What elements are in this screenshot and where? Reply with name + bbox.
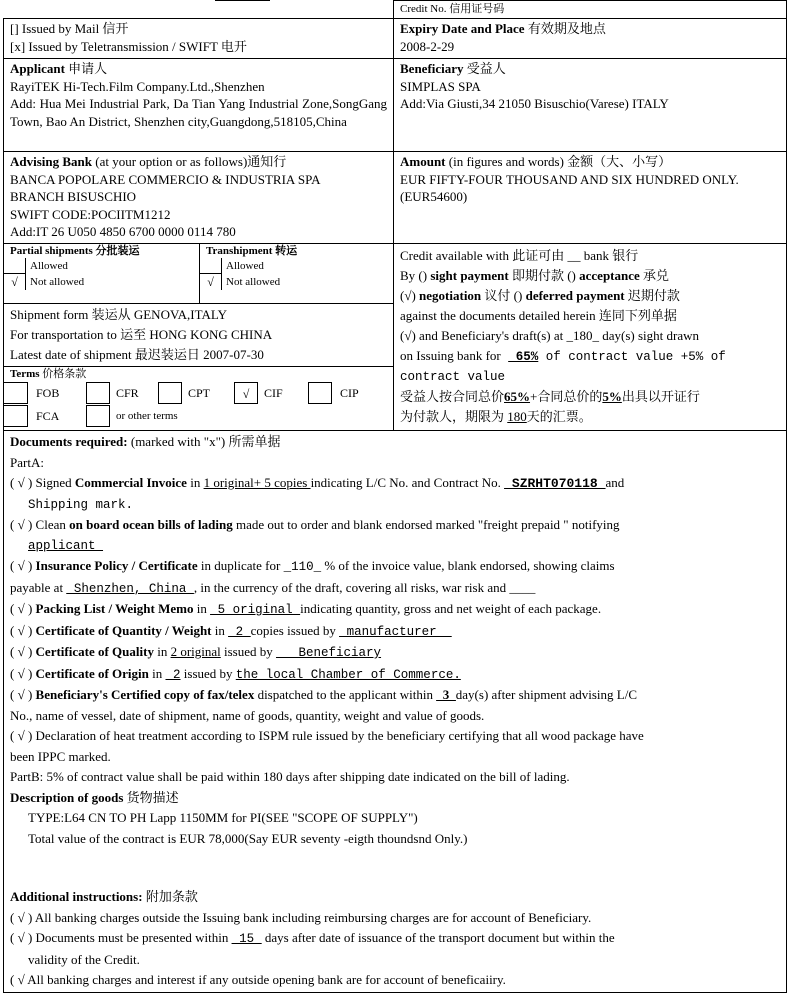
additional-1: ( √ ) All banking charges outside the Issuing bank including reimbursing charges are for account of Beneficiary.: [10, 909, 592, 925]
co-count: _2: [165, 667, 181, 682]
ins-e: payable at: [10, 579, 64, 595]
fob-label: FOB: [36, 385, 60, 400]
packing-count: _5 original: [210, 603, 301, 617]
shipment-from: Shipment form 装运从 GENOVA,ITALY: [10, 307, 227, 322]
packing-list: Packing List / Weight Memo: [35, 601, 194, 616]
expiry-label-cn: 有效期及地点: [527, 21, 606, 36]
amount-note: (in figures and words) 金额（大、小写）: [448, 154, 672, 169]
cq-count: _2_: [228, 624, 251, 639]
fax-e: No., name of vessel, date of shipment, name of goods, quantity, weight and value of goods.: [10, 707, 485, 723]
lc-table: [3, 0, 787, 993]
ins-d: % of the invoice value, blank endorsed, showing claims: [324, 558, 615, 573]
ca-cn-a: 受益人按合同总价: [400, 389, 505, 404]
issue-method: [4, 19, 394, 59]
fob-checkbox[interactable]: [4, 382, 28, 404]
other-terms-checkbox[interactable]: [86, 405, 110, 427]
advising-bank-note: (at your option or as follows)通知行: [95, 154, 287, 169]
presentation-days: _15_: [231, 932, 262, 946]
cip-label: CIP: [340, 385, 359, 400]
goods-label: Description of goods: [10, 789, 124, 805]
co-a: ( √ ): [10, 665, 33, 681]
ca-cn-e: 天的汇票。: [526, 409, 592, 424]
expiry-value: 2008-2-29: [400, 38, 455, 54]
pk-d: indicating quantity, gross and net weight of each package.: [300, 601, 602, 616]
lc-form: [3, 0, 786, 993]
sight-payment: sight payment: [430, 268, 509, 283]
ca-l5b: day(s) sight drawn: [599, 328, 700, 343]
pk-c: in: [196, 601, 207, 616]
advising-bank-line1: BANCA POPOLARE COMMERCIO & INDUSTRIA SPA: [10, 171, 321, 187]
ca-l5a: (√) and Beneficiary's draft(s) at: [400, 328, 564, 343]
credit-available-line1: Credit available with 此证可由 __ bank 银行: [400, 248, 639, 263]
inv-f: Shipping mark.: [28, 497, 134, 512]
expiry: [394, 19, 787, 59]
amount-label: Amount: [400, 154, 446, 169]
goods-label-cn: 货物描述: [126, 789, 179, 805]
add-2a: ( √ ) Documents must be presented within: [10, 930, 229, 945]
ca-l2c: 承兑: [643, 268, 670, 283]
heat-a: ( √ ) Declaration of heat treatment according to ISPM rule issued by the beneficiary certifying that all wood package have: [10, 728, 644, 743]
amount: [394, 152, 787, 244]
cif-label: CIF: [264, 385, 283, 400]
goods-type: TYPE:L64 CN TO PH Lapp 1150MM for PI(SEE "SCOPE OF SUPPLY"): [28, 810, 418, 825]
ins-a: ( √ ): [10, 558, 33, 573]
cert-quality: Certificate of Quality: [35, 644, 154, 659]
cfr-checkbox[interactable]: [86, 382, 110, 404]
inv-c: in: [190, 475, 201, 490]
heat-b: been IPPC marked.: [10, 748, 111, 764]
transhipment: [200, 244, 394, 304]
blank-cell: [4, 1, 394, 19]
claims-place: _Shenzhen, China_: [66, 581, 194, 596]
terms-label-cn: 价格条款: [42, 368, 87, 380]
advising-bank-swift: SWIFT CODE:POCIITM1212: [10, 206, 171, 222]
applicant: [4, 59, 394, 152]
inv-e: and: [605, 475, 625, 490]
commercial-invoice: Commercial Invoice: [74, 475, 187, 490]
tranship-allowed: Allowed: [226, 259, 264, 272]
ins-c: in duplicate for: [200, 558, 281, 573]
credit-available: [394, 244, 787, 431]
draft-days: _180_: [566, 328, 599, 343]
cqual-a: ( √ ): [10, 644, 33, 659]
acceptance: acceptance: [579, 268, 640, 283]
cpt-label: CPT: [188, 385, 211, 400]
beneficiary-label: Beneficiary: [400, 61, 464, 76]
invoice-copies: 1 original+ 5 copies: [203, 475, 311, 490]
inv-d: indicating L/C No. and Contract No.: [310, 475, 501, 490]
beneficiary-label-cn: 受益人: [466, 61, 506, 76]
applicant-label-cn: 申请人: [68, 61, 108, 76]
draft-percent: _65%: [508, 350, 539, 364]
bills-of-lading: on board ocean bills of lading: [69, 517, 233, 532]
ca-cn-d: 为付款人，期限为: [400, 409, 505, 424]
add-2b: days after date of issuance of the transport document but within the: [261, 930, 615, 945]
ca-l3a: (√): [400, 288, 416, 303]
applicant-address: Add: Hua Mei Industrial Park, Da Tian Yang Industrial Zone,SongGang Town, Bao An District, Shenzhen city,Guangdong,518105,China: [10, 96, 387, 129]
cq-d: copies issued by: [250, 622, 336, 638]
advising-bank: [4, 152, 394, 244]
advising-bank-addr: Add:IT 26 U050 4850 6700 0000 0114 780: [10, 224, 236, 240]
co-c: in: [152, 665, 163, 681]
additional-3: ( √ All banking charges and interest if any outside opening bank are for account of beneficaiiry.: [10, 972, 506, 987]
partial-not-allowed-checkbox[interactable]: √: [4, 274, 26, 290]
add-2c: validity of the Credit.: [28, 951, 140, 967]
partial-not-allowed: Not allowed: [30, 275, 85, 288]
fax-c: dispatched to the applicant within: [257, 687, 434, 702]
additional-label-cn: 附加条款: [145, 889, 198, 904]
partial-allowed-checkbox[interactable]: [4, 258, 26, 274]
ins-f: , in the currency of the draft, covering all risks, war risk and ____: [193, 579, 536, 595]
docs-title: Documents required:: [10, 434, 128, 449]
expiry-label: Expiry Date and Place: [400, 21, 525, 36]
cq-a: ( √ ): [10, 622, 33, 638]
ca-l2a: By (): [400, 268, 428, 283]
cq-issuer: _manufacturer__: [339, 624, 452, 639]
insurance-percent: _110_: [283, 560, 322, 574]
goods-total: Total value of the contract is EUR 78,000(Say EUR seventy -eigth thoundsnd Only.): [28, 830, 468, 846]
terms-label: Terms: [10, 368, 40, 380]
cqual-count: 2 original: [170, 644, 221, 659]
cif-checkbox[interactable]: √: [234, 382, 258, 404]
fax-a: ( √ ): [10, 687, 33, 702]
co-issuer: the local Chamber of Commerce.: [235, 667, 461, 682]
shipment-latest: Latest date of shipment 最迟装运日 2007-07-30: [10, 347, 264, 362]
part-b: PartB: 5% of contract value shall be paid within 180 days after shipping date indicated on the bill of lading.: [10, 769, 570, 784]
cqual-c: in: [157, 644, 168, 659]
ca-l6b: of contract value +5% of: [538, 350, 726, 364]
cert-quantity: Certificate of Quantity / Weight: [35, 622, 212, 638]
inv-a: ( √ ) Signed: [10, 475, 72, 490]
part-a: PartA:: [10, 454, 44, 470]
documents-required: [4, 431, 787, 993]
transhipment-label: Transhipment 转运: [206, 245, 298, 257]
negotiation: negotiation: [419, 288, 482, 303]
bl-notify: applicant_: [28, 538, 104, 553]
amount-value: EUR FIFTY-FOUR THOUSAND AND SIX HUNDRED ONLY.(EUR54600): [400, 171, 739, 205]
applicant-name: RayiTEK Hi-Tech.Film Company.Ltd.,Shenzhen: [10, 78, 265, 94]
fca-checkbox[interactable]: [4, 405, 28, 427]
tranship-allowed-checkbox[interactable]: [200, 258, 222, 274]
issued-by-mail: [] Issued by Mail 信开: [10, 21, 129, 36]
advising-bank-label: Advising Bank: [10, 154, 93, 169]
bl-c: made out to order and blank endorsed marked "freight prepaid " notifying: [236, 517, 620, 532]
partial-label: Partial shipments 分批装运: [10, 245, 140, 257]
cqual-d: issued by: [220, 644, 273, 659]
cpt-checkbox[interactable]: [158, 382, 182, 404]
fax-d: day(s) after shipment advising L/C: [455, 687, 638, 702]
fax-telex-copy: Beneficiary's Certified copy of fax/telex: [35, 687, 255, 702]
applicant-label: Applicant: [10, 61, 65, 76]
ca-l6a: on Issuing bank for: [400, 348, 501, 363]
ca-cn-pct1: 65%: [504, 389, 531, 404]
ca-l3c: 迟期付款: [627, 288, 680, 303]
ca-cn-b: +合同总价的: [530, 389, 603, 404]
tranship-not-allowed: Not allowed: [226, 275, 281, 288]
pk-a: ( √ ): [10, 601, 33, 616]
terms: [4, 367, 394, 431]
cq-c: in: [214, 622, 225, 638]
bl-a: ( √ ) Clean: [10, 517, 66, 532]
ca-cn-pct2: 5%: [602, 389, 622, 404]
ca-l3b: 议付 (): [484, 288, 523, 303]
docs-title-note: (marked with "x") 所需单据: [130, 434, 281, 449]
cert-origin: Certificate of Origin: [35, 665, 149, 681]
ca-cn-c: 出具以开证行: [621, 389, 700, 404]
beneficiary: [394, 59, 787, 152]
issued-by-swift: [x] Issued by Teletransmission / SWIFT 电开: [10, 38, 247, 54]
ca-l7: contract value: [400, 370, 506, 384]
contract-no: _SZRHT070118_: [504, 476, 606, 491]
tranship-not-allowed-checkbox[interactable]: √: [200, 274, 222, 290]
ca-l2b: 即期付款 (): [511, 268, 576, 283]
insurance-policy: Insurance Policy / Certificate: [35, 558, 198, 573]
other-terms-label: or other terms: [116, 409, 178, 422]
shipment: [4, 304, 394, 367]
co-d: issued by: [183, 665, 233, 681]
ca-cn-days: 180: [507, 409, 527, 424]
cfr-label: CFR: [116, 385, 139, 400]
fax-days: _3_: [436, 687, 456, 702]
partial-shipments: [4, 244, 200, 304]
deferred-payment: deferred payment: [525, 288, 625, 303]
additional-label: Additional instructions:: [10, 889, 143, 904]
beneficiary-address: Add:Via Giusti,34 21050 Bisuschio(Varese) ITALY: [400, 96, 669, 112]
ca-l4: against the documents detailed herein 连同下列单据: [400, 308, 677, 323]
beneficiary-name: SIMPLAS SPA: [400, 78, 481, 94]
advising-bank-line2: BRANCH BISUSCHIO: [10, 189, 137, 205]
cqual-issuer: __ Beneficiary: [276, 646, 382, 660]
fca-label: FCA: [36, 408, 60, 423]
credit-no: Credit No. 信用证号码: [394, 1, 787, 19]
shipment-to: For transportation to 运至 HONG KONG CHINA: [10, 327, 273, 342]
partial-allowed: Allowed: [30, 259, 68, 272]
spacer: [10, 849, 780, 887]
cip-checkbox[interactable]: [308, 382, 332, 404]
